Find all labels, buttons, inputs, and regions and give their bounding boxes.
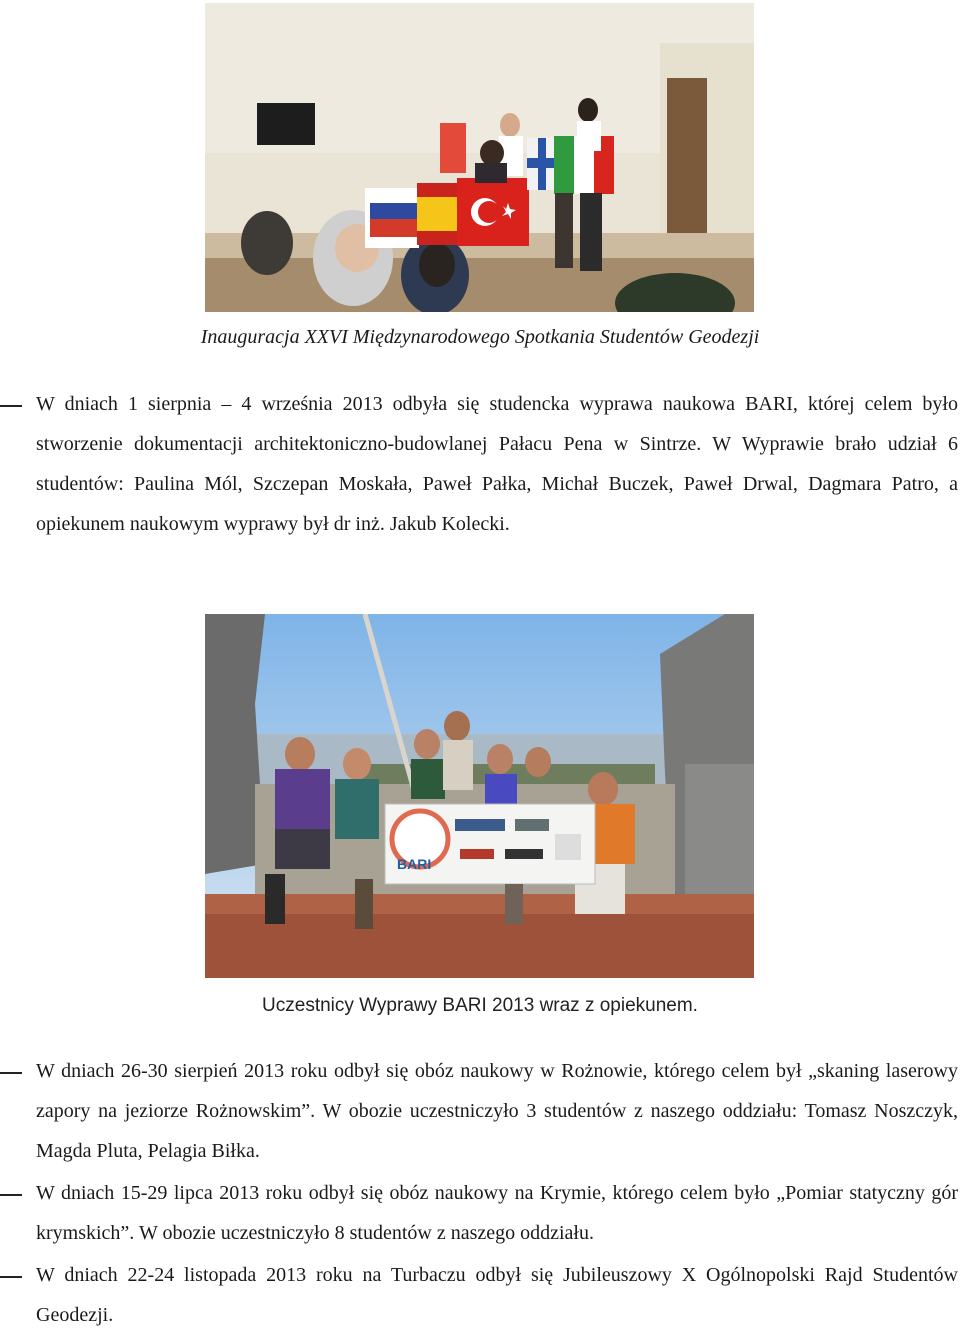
list-dash: [0, 405, 22, 407]
paragraph-crimea-camp: W dniach 15-29 lipca 2013 roku odbył się obóz naukowy na Krymie, którego celem było „Pomiar statyczny gór krymskich”. W obozie uczestniczyło 8 studentów z naszego oddziału.: [36, 1182, 958, 1244]
inauguration-caption: Inauguracja XXVI Międzynarodowego Spotkania Studentów Geodezji: [200, 326, 760, 348]
banner-logo-text: BARI: [397, 856, 432, 872]
bari-team-caption: Uczestnicy Wyprawy BARI 2013 wraz z opiekunem.: [262, 995, 698, 1016]
paragraph-turbacz-rally: W dniach 22-24 listopada 2013 roku na Turbaczu odbył się Jubileuszowy X Ogólnopolski Rajd Studentów Geodezji.: [36, 1264, 958, 1326]
list-dash: [0, 1072, 22, 1074]
list-dash: [0, 1194, 22, 1196]
paragraph-bari-expedition: W dniach 1 sierpnia – 4 września 2013 odbyła się studencka wyprawa naukowa BARI, której celem było stworzenie dokumentacji architektoniczno-budowlanej Pałacu Pena w Sintrze. W Wyprawie brało udział 6 studentów: Paulina Mól, Szczepan Moskała, Paweł Pałka, Michał Buczek, Paweł Drwal, Dagmara Patro, a opiekunem naukowym wyprawy był dr inż. Jakub Kolecki.: [36, 393, 958, 535]
paragraph-roznow-camp: W dniach 26-30 sierpień 2013 roku odbył się obóz naukowy w Rożnowie, którego celem był „skaning laserowy zapory na jeziorze Rożnowskim”. W obozie uczestniczyło 3 studentów z naszego oddziału: Tomasz Noszczyk, Magda Pluta, Pelagia Biłka.: [36, 1060, 958, 1162]
inauguration-photo: [205, 3, 754, 312]
bari-team-photo: [205, 614, 754, 978]
list-dash: [0, 1276, 22, 1278]
